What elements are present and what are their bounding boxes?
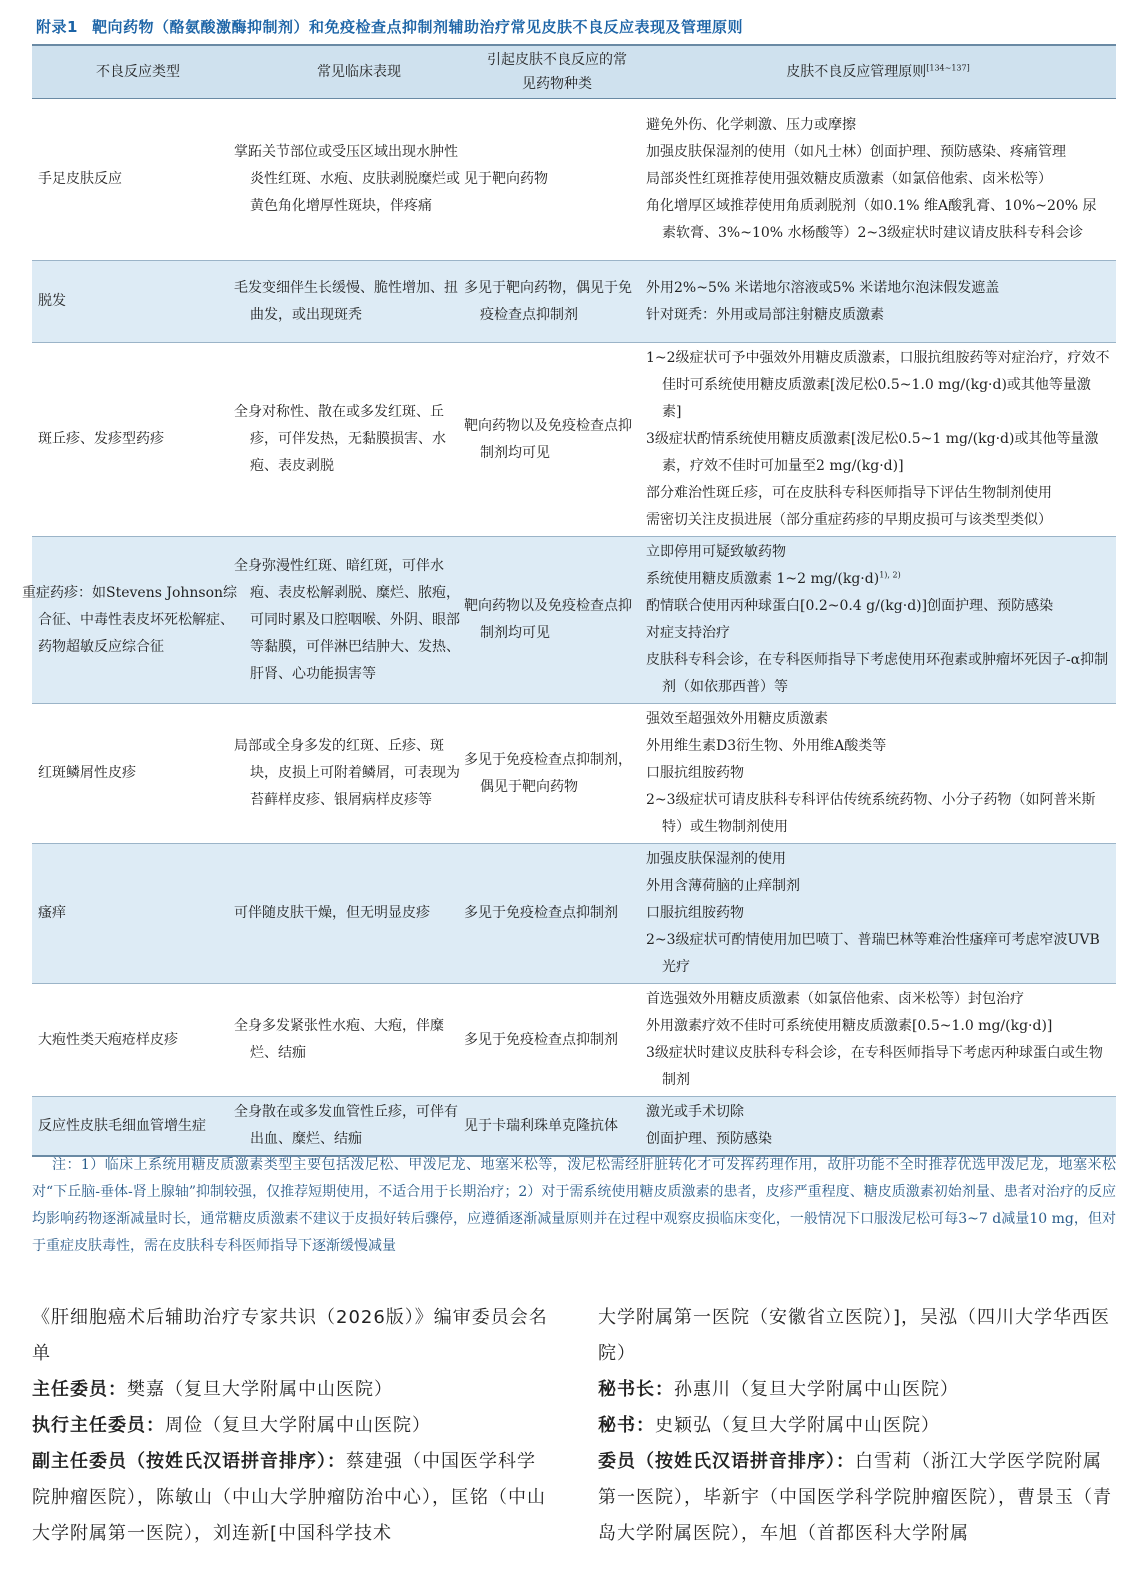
management-item: 角化增厚区域推荐使用角质剥脱剂（如0.1% 维A酸乳膏、10%~20% 尿素软膏、3%~10% 水杨酸等）2~3级症状时建议请皮肤科专科会诊	[646, 198, 1097, 241]
management-item: 口服抗组胺药物	[646, 905, 744, 921]
management-item: 创面护理、预防感染	[646, 1131, 772, 1147]
table-row	[32, 704, 1116, 844]
secgen-name: 孙惠川（复旦大学附属中山医院）	[674, 1379, 959, 1400]
committee-members	[598, 1444, 1118, 1552]
committee-right-column	[598, 1300, 1118, 1552]
management-item: 避免外伤、化学刺激、压力或摩擦	[646, 117, 856, 133]
sec-name: 史颖弘（复旦大学附属中山医院）	[655, 1415, 940, 1436]
cell-clinical: 可伴随皮肤干燥，但无明显皮疹	[244, 844, 474, 984]
management-item: 需密切关注皮损进展（部分重症药疹的早期皮损可与该类型类似）	[646, 512, 1052, 528]
cell-management	[640, 537, 1116, 704]
cell-clinical: 全身对称性、散在或多发红斑、丘疹，可伴发热，无黏膜损害、水疱、表皮剥脱	[244, 343, 474, 537]
cell-drugs: 多见于免疫检查点抑制剂	[474, 984, 640, 1097]
cell-drugs: 多见于靶向药物，偶见于免疫检查点抑制剂	[474, 261, 640, 343]
management-item: 对症支持治疗	[646, 625, 730, 641]
management-item: 立即停用可疑致敏药物	[646, 544, 786, 560]
header-management	[640, 45, 1116, 99]
cell-clinical: 全身散在或多发血管性丘疹，可伴有出血、糜烂、结痂	[244, 1097, 474, 1157]
cell-drugs: 见于卡瑞利珠单克隆抗体	[474, 1097, 640, 1157]
sec-label: 秘书：	[598, 1415, 655, 1436]
vice-label: 副主任委员（按姓氏汉语拼音排序）：	[32, 1451, 346, 1472]
cell-drugs: 靶向药物以及免疫检查点抑制剂均可见	[474, 343, 640, 537]
management-item: 加强皮肤保湿剂的使用（如凡士林）创面护理、预防感染、疼痛管理	[646, 144, 1066, 160]
management-item-text: 系统使用糖皮质激素 1~2 mg/(kg·d)	[646, 571, 880, 587]
cell-clinical: 全身弥漫性红斑、暗红斑，可伴水疱、表皮松解剥脱、糜烂、脓疱，可同时累及口腔咽喉、外阴、眼部等黏膜，可伴淋巴结肿大、发热、肝肾、心功能损害等	[244, 537, 474, 704]
cell-management	[640, 1097, 1116, 1157]
cell-clinical: 掌跖关节部位或受压区域出现水肿性炎性红斑、水疱、皮肤剥脱糜烂或黄色角化增厚性斑块，伴疼痛	[244, 99, 474, 261]
cell-management	[640, 704, 1116, 844]
committee-chair	[32, 1372, 552, 1408]
table-row	[32, 261, 1116, 343]
management-item: 针对斑秃：外用或局部注射糖皮质激素	[646, 306, 884, 323]
appendix-label: 附录1	[36, 18, 78, 36]
cell-management	[640, 343, 1116, 537]
management-item	[646, 566, 1110, 593]
management-item: 外用激素疗效不佳时可系统使用糖皮质激素[0.5~1.0 mg/(kg·d)]	[646, 1018, 1053, 1034]
members-label: 委员（按姓氏汉语拼音排序）：	[598, 1451, 855, 1472]
cell-clinical: 局部或全身多发的红斑、丘疹、斑块，皮损上可附着鳞屑，可表现为苔藓样皮疹、银屑病样皮疹等	[244, 704, 474, 844]
cell-clinical: 毛发变细伴生长缓慢、脆性增加、扭曲发，或出现斑秃	[244, 261, 474, 343]
header-drugs-text: 引起皮肤不良反应的常见药物种类	[487, 52, 627, 92]
cell-type: 重症药疹：如Stevens Johnson综合征、中毒性表皮坏死松解症、药物超敏反应综合征	[32, 537, 244, 704]
table-row	[32, 537, 1116, 704]
management-item: 外用维生素D3衍生物、外用维A酸类等	[646, 738, 887, 754]
cell-management	[640, 99, 1116, 261]
cell-type: 手足皮肤反应	[32, 99, 244, 261]
appendix-title-text: 靶向药物（酪氨酸激酶抑制剂）和免疫检查点抑制剂辅助治疗常见皮肤不良反应表现及管理原则	[91, 18, 743, 36]
management-item: 激光或手术切除	[646, 1104, 744, 1120]
management-item: 部分难治性斑丘疹，可在皮肤科专科医师指导下评估生物制剂使用	[646, 485, 1052, 501]
cell-management	[640, 984, 1116, 1097]
committee-vice	[32, 1444, 552, 1552]
chair-name: 樊嘉（复旦大学附属中山医院）	[127, 1379, 393, 1400]
cell-type: 反应性皮肤毛细血管增生症	[32, 1097, 244, 1157]
cell-drugs: 多见于免疫检查点抑制剂，偶见于靶向药物	[474, 704, 640, 844]
header-management-ref: [134~137]	[926, 63, 970, 73]
committee-secretary	[598, 1408, 1118, 1444]
committee-left-column	[32, 1300, 552, 1552]
cell-type: 大疱性类天疱疮样皮疹	[32, 984, 244, 1097]
management-item: 外用2%~5% 米诺地尔溶液或5% 米诺地尔泡沫假发遮盖	[646, 279, 1000, 296]
table-notes: 注：1）临床上系统用糖皮质激素类型主要包括泼尼松、甲泼尼龙、地塞米松等，泼尼松需经肝脏转化才可发挥药理作用，故肝功能不全时推荐优选甲泼尼龙，地塞米松对“下丘脑-垂体-肾上腺轴”抑制较强，仅推荐短期使用，不适合用于长期治疗；2）对于需系统使用糖皮质激素的患者，皮疹严重程度、糖皮质激素初始剂量、患者对治疗的反应均影响药物逐渐减量时长，通常糖皮质激素不建议于皮损好转后骤停，应遵循逐渐减量原则并在过程中观察皮损临床变化，一般情况下口服泼尼松可每3~7 d减量10 mg，但对于重症皮肤毒性，需在皮肤科专科医师指导下逐渐缓慢减量	[32, 1157, 1116, 1254]
cell-drugs: 多见于免疫检查点抑制剂	[474, 844, 640, 984]
cell-drugs: 靶向药物以及免疫检查点抑制剂均可见	[474, 537, 640, 704]
cell-type: 红斑鳞屑性皮疹	[32, 704, 244, 844]
committee-exec	[32, 1408, 552, 1444]
management-item: 局部炎性红斑推荐使用强效糖皮质激素（如氯倍他索、卤米松等）	[646, 171, 1052, 187]
management-item: 1~2级症状可予中强效外用糖皮质激素，口服抗组胺药等对症治疗，疗效不佳时可系统使用糖皮质激素[泼尼松0.5~1.0 mg/(kg·d)或其他等量激素]	[646, 350, 1110, 420]
table-row	[32, 343, 1116, 537]
management-item: 加强皮肤保湿剂的使用	[646, 851, 786, 867]
exec-name: 周俭（复旦大学附属中山医院）	[165, 1415, 431, 1436]
cell-management	[640, 261, 1116, 343]
secgen-label: 秘书长：	[598, 1379, 674, 1400]
table-row	[32, 99, 1116, 261]
committee-vice-continued: 大学附属第一医院（安徽省立医院）]，吴泓（四川大学华西医院）	[598, 1307, 1111, 1364]
management-item: 3级症状酌情系统使用糖皮质激素[泼尼松0.5~1 mg/(kg·d)或其他等量激素，疗效不佳时可加量至2 mg/(kg·d)]	[646, 431, 1099, 474]
exec-label: 执行主任委员：	[32, 1415, 165, 1436]
management-item: 强效至超强效外用糖皮质激素	[646, 711, 828, 727]
cell-drugs: 见于靶向药物	[474, 99, 640, 261]
committee-secgen	[598, 1372, 1118, 1408]
chair-label: 主任委员：	[32, 1379, 127, 1400]
cell-type: 脱发	[32, 261, 244, 343]
management-item: 3级症状时建议皮肤科专科会诊，在专科医师指导下考虑丙种球蛋白或生物制剂	[646, 1045, 1103, 1088]
cell-type: 瘙痒	[32, 844, 244, 984]
appendix-title	[36, 16, 743, 37]
cell-management	[640, 844, 1116, 984]
header-type: 不良反应类型	[32, 45, 244, 99]
vice-names: 蔡建强（中国医学科学院肿瘤医院），陈敏山（中山大学肿瘤防治中心），匡铭（中山大学附属第一医院），刘连新[中国科学技术	[32, 1451, 546, 1544]
note-ref: 1), 2)	[879, 570, 901, 580]
table-row	[32, 1097, 1116, 1157]
management-item: 2~3级症状可请皮肤科专科评估传统系统药物、小分子药物（如阿普米斯特）或生物制剂使用	[646, 792, 1096, 835]
table-row	[32, 984, 1116, 1097]
management-item: 外用含薄荷脑的止痒制剂	[646, 878, 800, 894]
header-clinical: 常见临床表现	[244, 45, 474, 99]
table-row	[32, 844, 1116, 984]
management-item: 口服抗组胺药物	[646, 765, 744, 781]
management-item: 皮肤科专科会诊，在专科医师指导下考虑使用环孢素或肿瘤坏死因子-α抑制剂（如依那西普）等	[646, 652, 1109, 695]
management-item: 首选强效外用糖皮质激素（如氯倍他索、卤米松等）封包治疗	[646, 991, 1024, 1007]
header-drugs	[474, 45, 640, 99]
management-item: 酌情联合使用丙种球蛋白[0.2~0.4 g/(kg·d)]创面护理、预防感染	[646, 598, 1054, 614]
cell-clinical: 全身多发紧张性水疱、大疱，伴糜烂、结痂	[244, 984, 474, 1097]
members-names: 白雪莉（浙江大学医学院附属第一医院），毕新宇（中国医学科学院肿瘤医院），曹景玉（青岛大学附属医院），车旭（首都医科大学附属	[598, 1451, 1112, 1544]
adverse-reaction-table	[22, 44, 1116, 1157]
management-item: 2~3级症状可酌情使用加巴喷丁、普瑞巴林等难治性瘙痒可考虑窄波UVB光疗	[646, 932, 1100, 975]
header-management-text: 皮肤不良反应管理原则	[786, 64, 927, 80]
committee-heading: 《肝细胞癌术后辅助治疗专家共识（2026版）》编审委员会名单	[32, 1307, 548, 1364]
cell-type: 斑丘疹、发疹型药疹	[32, 343, 244, 537]
table-header-row	[32, 45, 1116, 99]
